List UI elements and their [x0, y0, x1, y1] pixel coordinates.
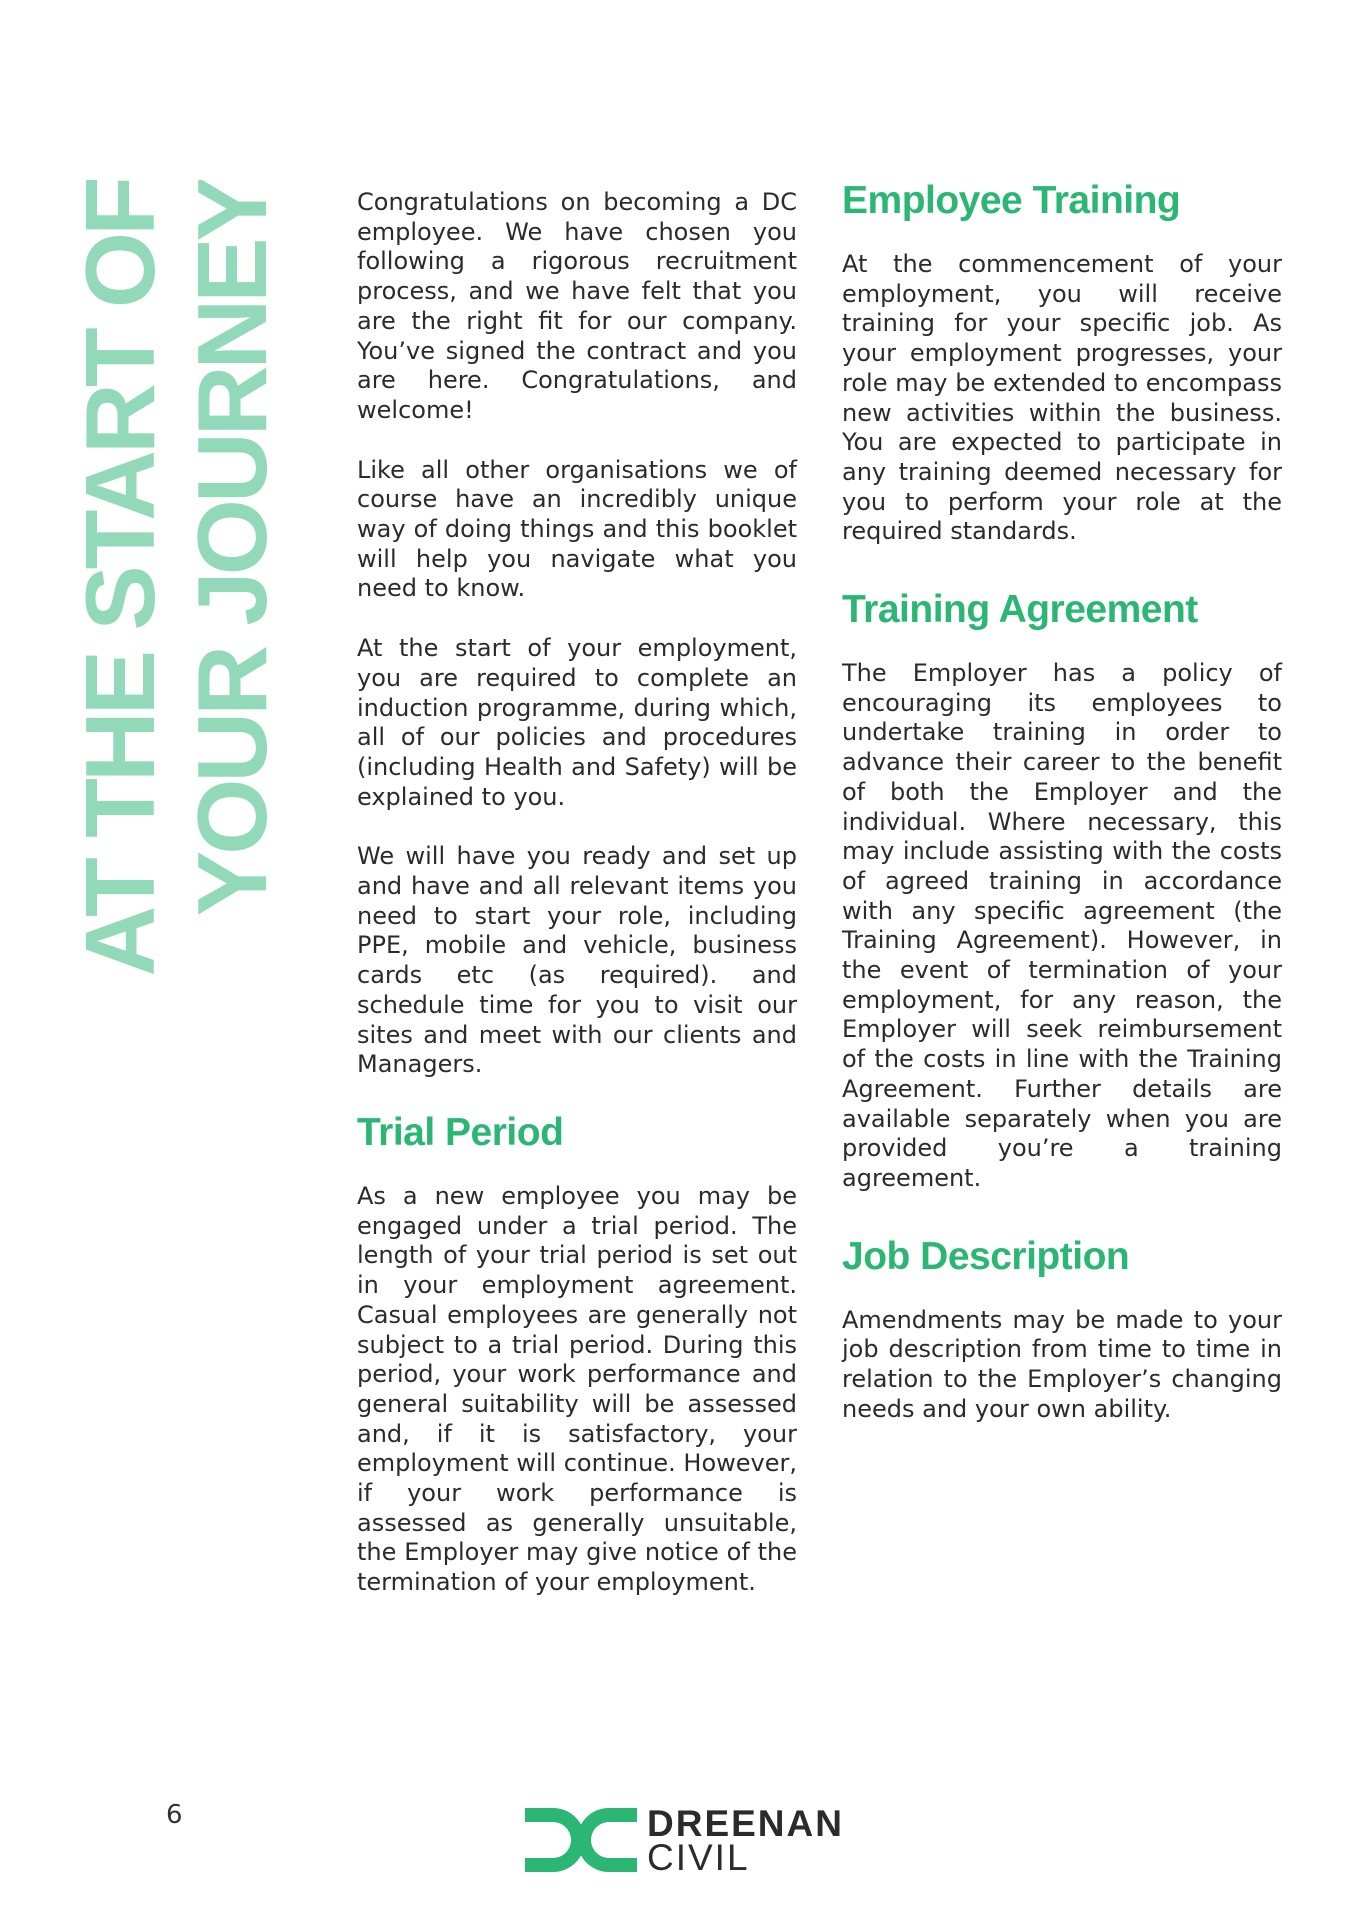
trial-period-heading: Trial Period [357, 1110, 564, 1154]
job-description-body: Amendments may be made to your job description from time to time in relation to the Employer’s changing needs and your own ability. [842, 1305, 1282, 1423]
intro-paragraph-4: We will have you ready and set up and have and all relevant items you need to start your role, including PPE, mobile and vehicle, business cards etc (as required). and schedule time for you to visit our sites and meet with our clients and Managers. [357, 842, 797, 1079]
left-column [357, 188, 797, 1628]
employee-training-body: At the commencement of your employment, you will receive training for your specific job. As your employment progresses, your role may be extended to encompass new activities within the business. You are expected to participate in any training deemed necessary for you to perform your role at the required standards. [842, 250, 1282, 546]
intro-paragraph-2: Like all other organisations we of course have an incredibly unique way of doing things and this booklet will help you navigate what you need to know. [357, 455, 797, 603]
right-column [842, 178, 1282, 1455]
page-number: 6 [166, 1800, 183, 1830]
intro-paragraph-1: Congratulations on becoming a DC employee. We have chosen you following a rigorous recruitment process, and we have felt that you are the right fit for our company. You’ve signed the contract and you are here. Congratulations, and welcome! [357, 188, 797, 424]
employee-training-heading: Employee Training [842, 179, 1181, 222]
dc-monogram-icon [523, 1804, 639, 1876]
training-agreement-heading: Training Agreement [842, 588, 1198, 632]
logo-line1: DREENAN [647, 1803, 844, 1844]
side-title-line2: YOUR JOURNEY [177, 180, 287, 917]
logo-line2: CIVIL [647, 1837, 750, 1878]
trial-period-body: As a new employee you may be engaged under a trial period. The length of your trial period is set out in your employment agreement. Casual employees are generally not subject to a trial period. During this period, your work performance and general suitability will be assessed and, if it is satisfactory, your employment will continue. However, if your work performance is assessed as generally unsuitable, the Employer may give notice of the termination of your employment. [357, 1181, 797, 1597]
job-description-heading: Job Description [842, 1234, 1130, 1278]
intro-paragraph-3: At the start of your employment, you are required to complete an induction programme, during which, all of our policies and procedures (including Health and Safety) will be explained to you. [357, 634, 797, 811]
side-title [64, 180, 304, 1140]
company-logo [523, 1804, 843, 1876]
side-title-line1: AT THE START OF [65, 180, 175, 977]
training-agreement-body: The Employer has a policy of encouraging its employees to undertake training in order to advance their career to the benefit of both the Employer and the individual. Where necessary, this may include assisting with the costs of agreed training in accordance with any specific agreement (the Training Agreement). However, in the event of termination of your employment, for any reason, the Employer will seek reimbursement of the costs in line with the Training Agreement. Further details are available separately when you are provided you’re a training agreement. [842, 659, 1282, 1192]
